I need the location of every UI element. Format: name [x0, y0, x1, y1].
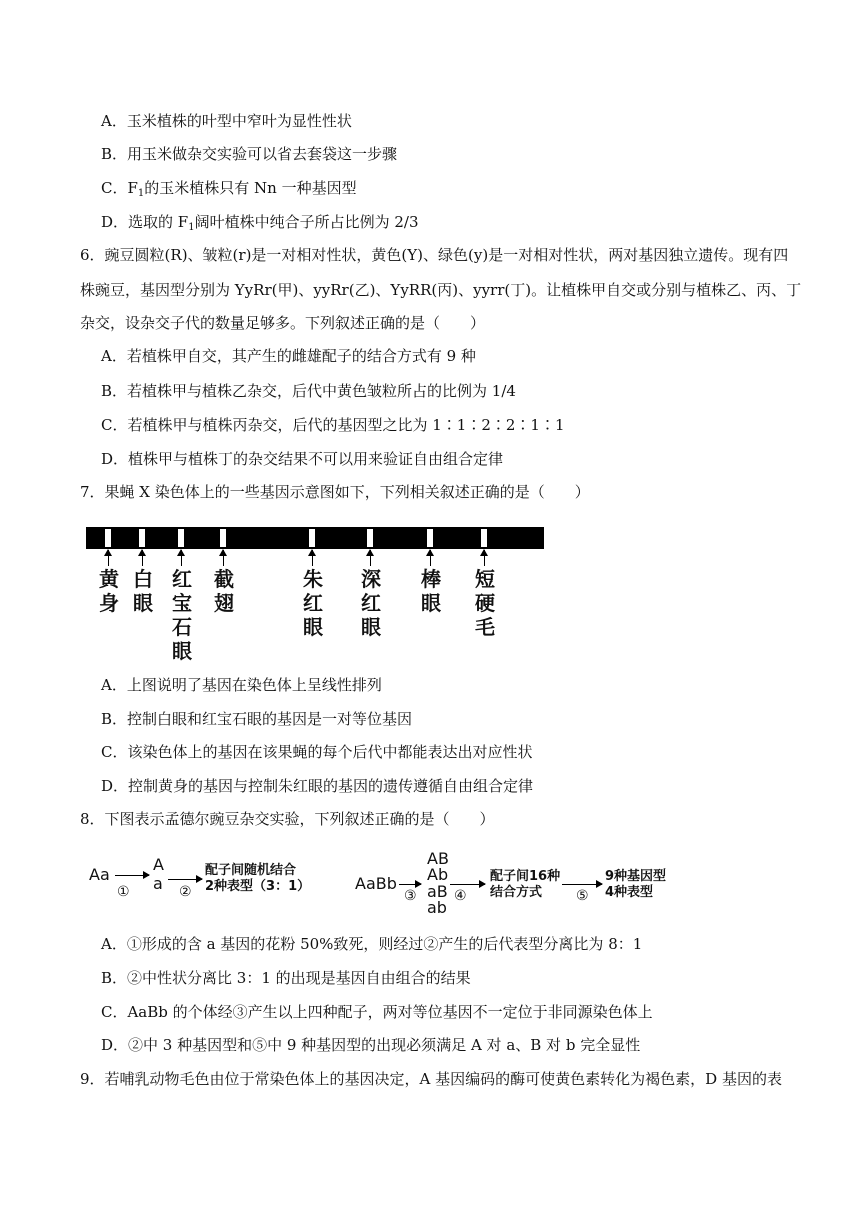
q6-stem-line3: 杂交，设杂交子代的数量足够多。下列叙述正确的是（ ） — [80, 314, 486, 332]
gene-label-cut-wing: 截翅 — [214, 567, 234, 615]
q6-option-a: A．若植株甲自交，其产生的雌雄配子的结合方式有 9 种 — [101, 347, 476, 365]
diagram2-gamete-1: AB — [427, 849, 449, 868]
arrow-icon — [115, 875, 149, 876]
diagram2-result-line1: 9种基因型 — [605, 869, 667, 884]
diagram1-gamete-top: A — [153, 855, 164, 874]
gene-band — [105, 529, 111, 547]
gene-band — [367, 529, 373, 547]
gene-band — [220, 529, 226, 547]
q5-option-c-post: 的玉米植株只有 Nn 一种基因型 — [144, 179, 357, 197]
q5-option-d-sub: 1 — [188, 222, 195, 233]
q5-option-b: B．用玉米做杂交实验可以省去套袋这一步骤 — [101, 145, 398, 163]
diagram2-result-line2: 4种表型 — [605, 885, 654, 900]
q7-option-c: C．该染色体上的基因在该果蝇的每个后代中都能表达出对应性状 — [101, 743, 533, 761]
diagram2-step3: ③ — [404, 888, 417, 904]
q6-option-d: D．植株甲与植株丁的杂交结果不可以用来验证自由组合定律 — [101, 450, 504, 468]
diagram2-step5: ⑤ — [576, 888, 589, 904]
arrow-icon — [168, 879, 202, 880]
gene-pointer — [370, 550, 371, 566]
arrow-icon — [450, 884, 485, 885]
q8-option-c: C．AaBb 的个体经③产生以上四种配子，两对等位基因不一定位于非同源染色体上 — [101, 1003, 653, 1021]
diagram1-gamete-bottom: a — [153, 874, 163, 893]
gene-pointer — [142, 550, 143, 566]
q7-option-b: B．控制白眼和红宝石眼的基因是一对等位基因 — [101, 710, 413, 728]
diagram1-result-line2: 2种表型（3：1） — [205, 879, 311, 894]
q7-option-d: D．控制黄身的基因与控制朱红眼的基因的遗传遵循自由组合定律 — [101, 777, 534, 795]
diagram1-step1: ① — [117, 884, 130, 900]
gene-pointer — [181, 550, 182, 566]
diagram2-gamete-4: ab — [427, 898, 447, 917]
gene-band — [139, 529, 145, 547]
diagram2-mid-line1: 配子间16种 — [490, 869, 561, 884]
gene-pointer — [312, 550, 313, 566]
gene-label-short-bristle: 短硬毛 — [475, 567, 495, 639]
diagram1-result-line1: 配子间随机结合 — [205, 863, 297, 878]
q7-option-a: A．上图说明了基因在染色体上呈线性排列 — [101, 676, 382, 694]
q5-option-c-pre: C．F — [101, 179, 138, 197]
diagram2-gamete-3: aB — [427, 882, 448, 901]
q8-stem: 8．下图表示孟德尔豌豆杂交实验，下列叙述正确的是（ ） — [80, 810, 495, 828]
q5-option-d — [101, 212, 419, 232]
gene-label-yellow-body: 黄身 — [99, 567, 119, 615]
gene-label-white-eye: 白眼 — [133, 567, 153, 615]
gene-band — [481, 529, 487, 547]
q8-option-d: D．②中 3 种基因型和⑤中 9 种基因型的出现必须满足 A 对 a、B 对 b 完全显性 — [101, 1036, 641, 1054]
q6-stem-line2: 株豌豆，基因型分别为 YyRr(甲)、yyRr(乙)、YyRR(丙)、yyrr(丁)。让植株甲自交或分别与植株乙、丙、丁 — [80, 281, 802, 299]
diagram1-parent: Aa — [89, 865, 110, 884]
chromosome-bar — [86, 527, 544, 549]
diagram2-mid-line2: 结合方式 — [490, 885, 543, 900]
gene-label-carmine-eye: 深红眼 — [361, 567, 381, 639]
q6-option-c: C．若植株甲与植株丙杂交，后代的基因型之比为 1∶1∶2∶2∶1∶1 — [101, 416, 565, 434]
gene-band — [178, 529, 184, 547]
arrow-icon — [399, 884, 421, 885]
diagram2-step4: ④ — [454, 888, 467, 904]
gene-label-vermilion-eye: 朱红眼 — [303, 567, 323, 639]
gene-pointer — [430, 550, 431, 566]
diagram2-gamete-2: Ab — [427, 865, 449, 884]
q6-stem-line1: 6．豌豆圆粒(R)、皱粒(r)是一对相对性状，黄色(Y)、绿色(y)是一对相对性状，两对基因独立遗传。现有四 — [80, 246, 789, 264]
diagram1-step2: ② — [179, 884, 192, 900]
gene-band — [309, 529, 315, 547]
gene-label-bar-eye: 棒眼 — [421, 567, 441, 615]
diagram2-parent: AaBb — [355, 874, 397, 893]
gene-pointer — [484, 550, 485, 566]
q8-option-b: B．②中性状分离比 3：1 的出现是基因自由组合的结果 — [101, 969, 471, 987]
q5-option-c-sub: 1 — [137, 188, 145, 199]
gene-pointer — [108, 550, 109, 566]
q8-option-a: A．①形成的含 a 基因的花粉 50%致死，则经过②产生的后代表型分离比为 8：1 — [101, 935, 643, 953]
q7-stem: 7．果蝇 X 染色体上的一些基因示意图如下，下列相关叙述正确的是（ ） — [80, 483, 590, 501]
x-chromosome-diagram — [86, 527, 546, 667]
arrow-icon — [562, 884, 602, 885]
q5-option-d-post: 阔叶植株中纯合子所占比例为 2/3 — [194, 213, 419, 231]
q5-option-c — [101, 178, 357, 198]
gene-pointer — [223, 550, 224, 566]
q9-stem-line1: 9．若哺乳动物毛色由位于常染色体上的基因决定，A 基因编码的酶可使黄色素转化为褐色素，D 基因的表 — [80, 1070, 782, 1088]
q5-option-a: A．玉米植株的叶型中窄叶为显性性状 — [101, 112, 352, 130]
gene-label-ruby-eye: 红宝石眼 — [172, 567, 192, 663]
q6-option-b: B．若植株甲与植株乙杂交，后代中黄色皱粒所占的比例为 1/4 — [101, 382, 516, 400]
gene-band — [427, 529, 433, 547]
q5-option-d-pre: D．选取的 F — [101, 213, 189, 231]
